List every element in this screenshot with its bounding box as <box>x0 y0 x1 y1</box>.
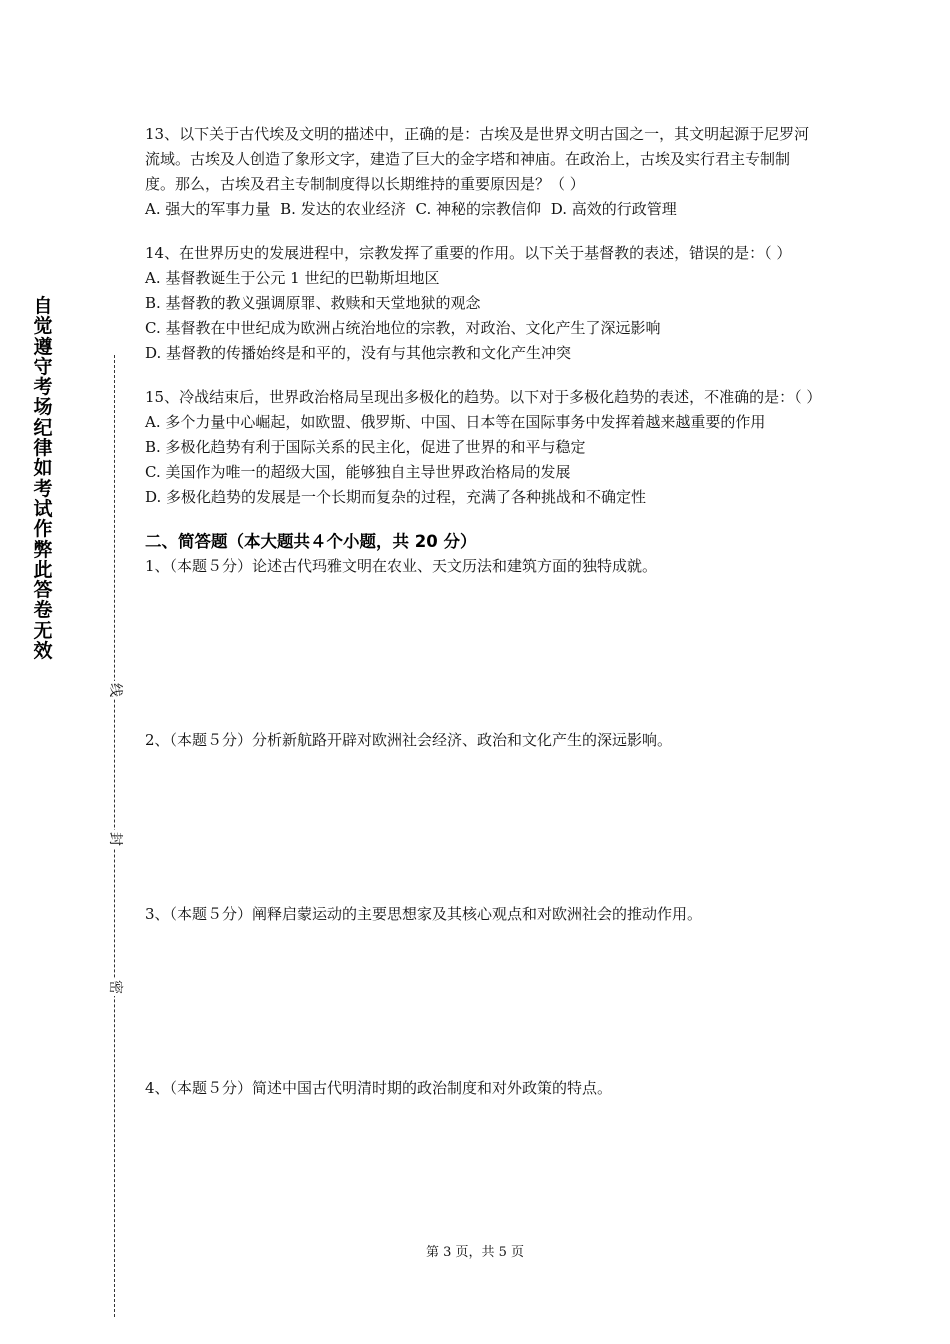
question-14 <box>145 241 815 366</box>
short-answer-2: 2、（本题５分）分析新航路开辟对欧洲社会经济、政治和文化产生的深远影响。 <box>145 731 673 749</box>
question-14-option-c: C. 基督教在中世纪成为欧洲占统治地位的宗教，对政治、文化产生了深远影响 <box>145 319 661 337</box>
answer-area-3[interactable] <box>145 927 815 1076</box>
question-15 <box>145 385 822 510</box>
section-2-heading: 二、简答题（本大题共４个小题，共 20 分） <box>145 532 477 551</box>
answer-area-2[interactable] <box>145 753 815 902</box>
question-15-option-b: B. 多极化趋势有利于国际关系的民主化，促进了世界的和平与稳定 <box>145 438 586 456</box>
short-answer-3: 3、（本题５分）阐释启蒙运动的主要思想家及其核心观点和对欧洲社会的推动作用。 <box>145 905 703 923</box>
binding-mark-line: 线 <box>107 683 123 697</box>
question-13-options <box>145 197 815 222</box>
question-13-option-a: A. 强大的军事力量 <box>145 200 271 218</box>
question-15-text: 15、冷战结束后，世界政治格局呈现出多极化的趋势。以下对于多极化趋势的表述，不准确的是：（ ） <box>145 388 822 406</box>
page-number: 第 3 页，共 5 页 <box>425 1245 525 1260</box>
question-15-option-a: A. 多个力量中心崛起，如欧盟、俄罗斯、中国、日本等在国际事务中发挥着越来越重要的作用 <box>145 413 766 431</box>
short-answer-1: 1、（本题５分）论述古代玛雅文明在农业、天文历法和建筑方面的独特成就。 <box>145 557 658 575</box>
question-13-option-c: C. 神秘的宗教信仰 <box>415 200 541 218</box>
binding-mark-secret: 密 <box>107 980 123 994</box>
answer-area-1[interactable] <box>145 579 815 728</box>
question-14-option-b: B. 基督教的教义强调原罪、救赎和天堂地狱的观念 <box>145 294 481 312</box>
exam-content <box>145 122 822 1101</box>
question-13-option-d: D. 高效的行政管理 <box>550 200 677 218</box>
short-answer-4: 4、（本题５分）简述中国古代明清时期的政治制度和对外政策的特点。 <box>145 1079 613 1097</box>
question-14-option-a: A. 基督教诞生于公元 1 世纪的巴勒斯坦地区 <box>145 269 440 287</box>
binding-mark-seal: 封 <box>107 832 123 846</box>
question-13-text: 13、以下关于古代埃及文明的描述中，正确的是：古埃及是世界文明古国之一，其文明起源于尼罗河流域。古埃及人创造了象形文字，建造了巨大的金字塔和神庙。在政治上，古埃及实行君主专制制度。那么，古埃及君主专制制度得以长期维持的重要原因是？（ ） <box>145 125 810 193</box>
question-14-text: 14、在世界历史的发展进程中，宗教发挥了重要的作用。以下关于基督教的表述，错误的是：（ ） <box>145 244 792 262</box>
question-13-option-b: B. 发达的农业经济 <box>280 200 406 218</box>
question-15-option-c: C. 美国作为唯一的超级大国，能够独自主导世界政治格局的发展 <box>145 463 571 481</box>
question-13 <box>145 122 815 222</box>
question-15-option-d: D. 多极化趋势的发展是一个长期而复杂的过程，充满了各种挑战和不确定性 <box>145 488 647 506</box>
question-14-option-d: D. 基督教的传播始终是和平的，没有与其他宗教和文化产生冲突 <box>145 344 572 362</box>
binding-warning: 自觉遵守考场纪律如考试作弊此答卷无效 <box>33 295 53 663</box>
